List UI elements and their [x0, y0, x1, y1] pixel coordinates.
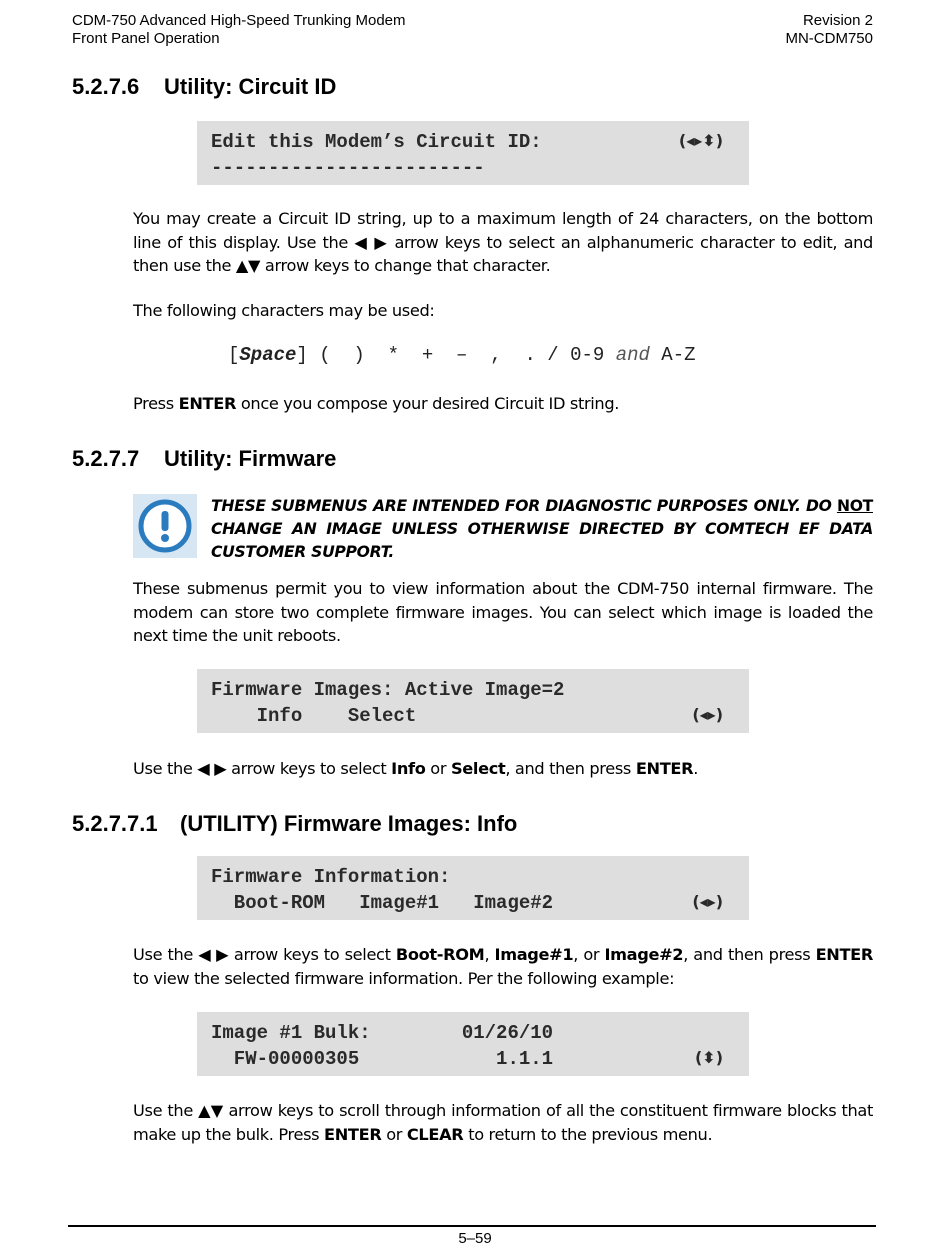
page-header-left [72, 12, 406, 48]
lcd-line-2: FW-00000305 1.1.1 [211, 1048, 554, 1070]
text: to view the selected firmware information. Per the following example: [133, 968, 675, 988]
paragraph [133, 1099, 873, 1146]
warning-text [211, 495, 873, 564]
page-number: 5–59 [458, 1230, 492, 1247]
arrow-keys-icon: (◂▸) [692, 705, 723, 724]
term-boot-rom: Boot-ROM [395, 945, 485, 964]
lcd-display-circuit-id [197, 121, 749, 185]
text: , and then press [683, 945, 816, 964]
exclamation-circle-icon [133, 494, 197, 558]
section-number: 5.2.7.7.1 [72, 811, 158, 836]
text: , or [573, 945, 605, 964]
key-enter: ENTER [635, 759, 694, 778]
text: Press [133, 394, 179, 413]
paragraph: You may create a Circuit ID string, up to a maximum length of 24 characters, on the bottom line of this display. Use the ◀ ▶ arrow keys to select an alphanumeric character to edit, and then use the ▲▼ arrow keys to change that character. [133, 209, 873, 275]
term-select: Select [450, 759, 506, 778]
key-enter: ENTER [324, 1124, 382, 1144]
section-title: Utility: Firmware [164, 446, 337, 471]
doc-number: MN-CDM750 [785, 30, 873, 47]
term-image2: Image#2 [604, 945, 684, 964]
text: or [425, 759, 451, 778]
term-image1: Image#1 [494, 945, 574, 964]
paragraph: The following characters may be used: [133, 301, 435, 320]
lcd-display-image-bulk [197, 1012, 749, 1076]
text: to return to the previous menu. [463, 1124, 713, 1144]
section-title: (UTILITY) Firmware Images: Info [180, 811, 518, 836]
paragraph: These submenus permit you to view information about the CDM-750 internal firmware. The modem can store two complete firmware images. You can select which image is loaded the next time the unit reboots. [133, 579, 873, 645]
doc-revision: Revision 2 [802, 12, 873, 29]
text: THESE SUBMENUS ARE INTENDED FOR DIAGNOSTIC PURPOSES ONLY. DO [211, 497, 837, 515]
lcd-line-2: Boot-ROM Image#1 Image#2 [211, 892, 554, 914]
lcd-line-1: Image #1 Bulk: 01/26/10 [211, 1022, 554, 1044]
lcd-line-2: Info Select [211, 705, 417, 727]
allowed-characters: [Space] ( ) * + – , . / 0-9 and A-Z [228, 344, 696, 366]
doc-section: Front Panel Operation [72, 30, 220, 47]
up-down-arrow-icon: (⬍) [694, 1048, 723, 1067]
key-enter: ENTER [815, 945, 873, 964]
arrow-keys-icon: (◂▸) [692, 892, 723, 911]
text: or [381, 1124, 407, 1144]
key-clear: CLEAR [406, 1124, 464, 1144]
footer-divider [68, 1225, 876, 1227]
paragraph [133, 943, 873, 990]
text: CHANGE AN IMAGE UNLESS OTHERWISE DIRECTED BY COMTECH EF DATA CUSTOMER SUPPORT. [211, 520, 873, 561]
text: . [693, 759, 699, 778]
section-number: 5.2.7.6 [72, 74, 140, 99]
text: Use the ▲▼ arrow keys to scroll through information of all the constituent firmware blocks that make up the bulk. Press [133, 1101, 873, 1144]
text: once you compose your desired Circuit ID string. [236, 394, 620, 413]
section-heading-firmware-info [72, 811, 517, 837]
lcd-line-1: Firmware Information: [211, 866, 451, 888]
text: , and then press [505, 759, 636, 778]
page-header-right [785, 12, 873, 48]
chars-space: Space [239, 344, 297, 366]
paragraph [133, 757, 873, 781]
section-number: 5.2.7.7 [72, 446, 140, 471]
text: , [484, 945, 495, 964]
key-enter: ENTER [178, 394, 237, 413]
section-heading-firmware [72, 446, 336, 472]
doc-title: CDM-750 Advanced High-Speed Trunking Modem [72, 12, 406, 29]
text: Use the ◀ ▶ arrow keys to select [133, 945, 396, 964]
lcd-display-firmware-images [197, 669, 749, 733]
chars-list: ] ( ) * + – , . / 0-9 [296, 344, 616, 366]
arrow-keys-icon: (◂▸⬍) [678, 131, 723, 150]
warning-not: NOT [836, 497, 873, 515]
section-title: Utility: Circuit ID [164, 74, 337, 99]
section-heading-circuit-id [72, 74, 336, 100]
lcd-line-1: Firmware Images: Active Image=2 [211, 679, 565, 701]
lcd-line-2: ------------------------ [211, 157, 485, 179]
text: Use the ◀ ▶ arrow keys to select [133, 759, 392, 778]
term-info: Info [391, 759, 426, 778]
warning-icon-box [133, 494, 197, 558]
chars-and: and [615, 344, 650, 366]
paragraph [133, 392, 873, 416]
lcd-line-1: Edit this Modem’s Circuit ID: [211, 131, 542, 153]
lcd-display-firmware-info [197, 856, 749, 920]
chars-az: A-Z [649, 344, 696, 366]
